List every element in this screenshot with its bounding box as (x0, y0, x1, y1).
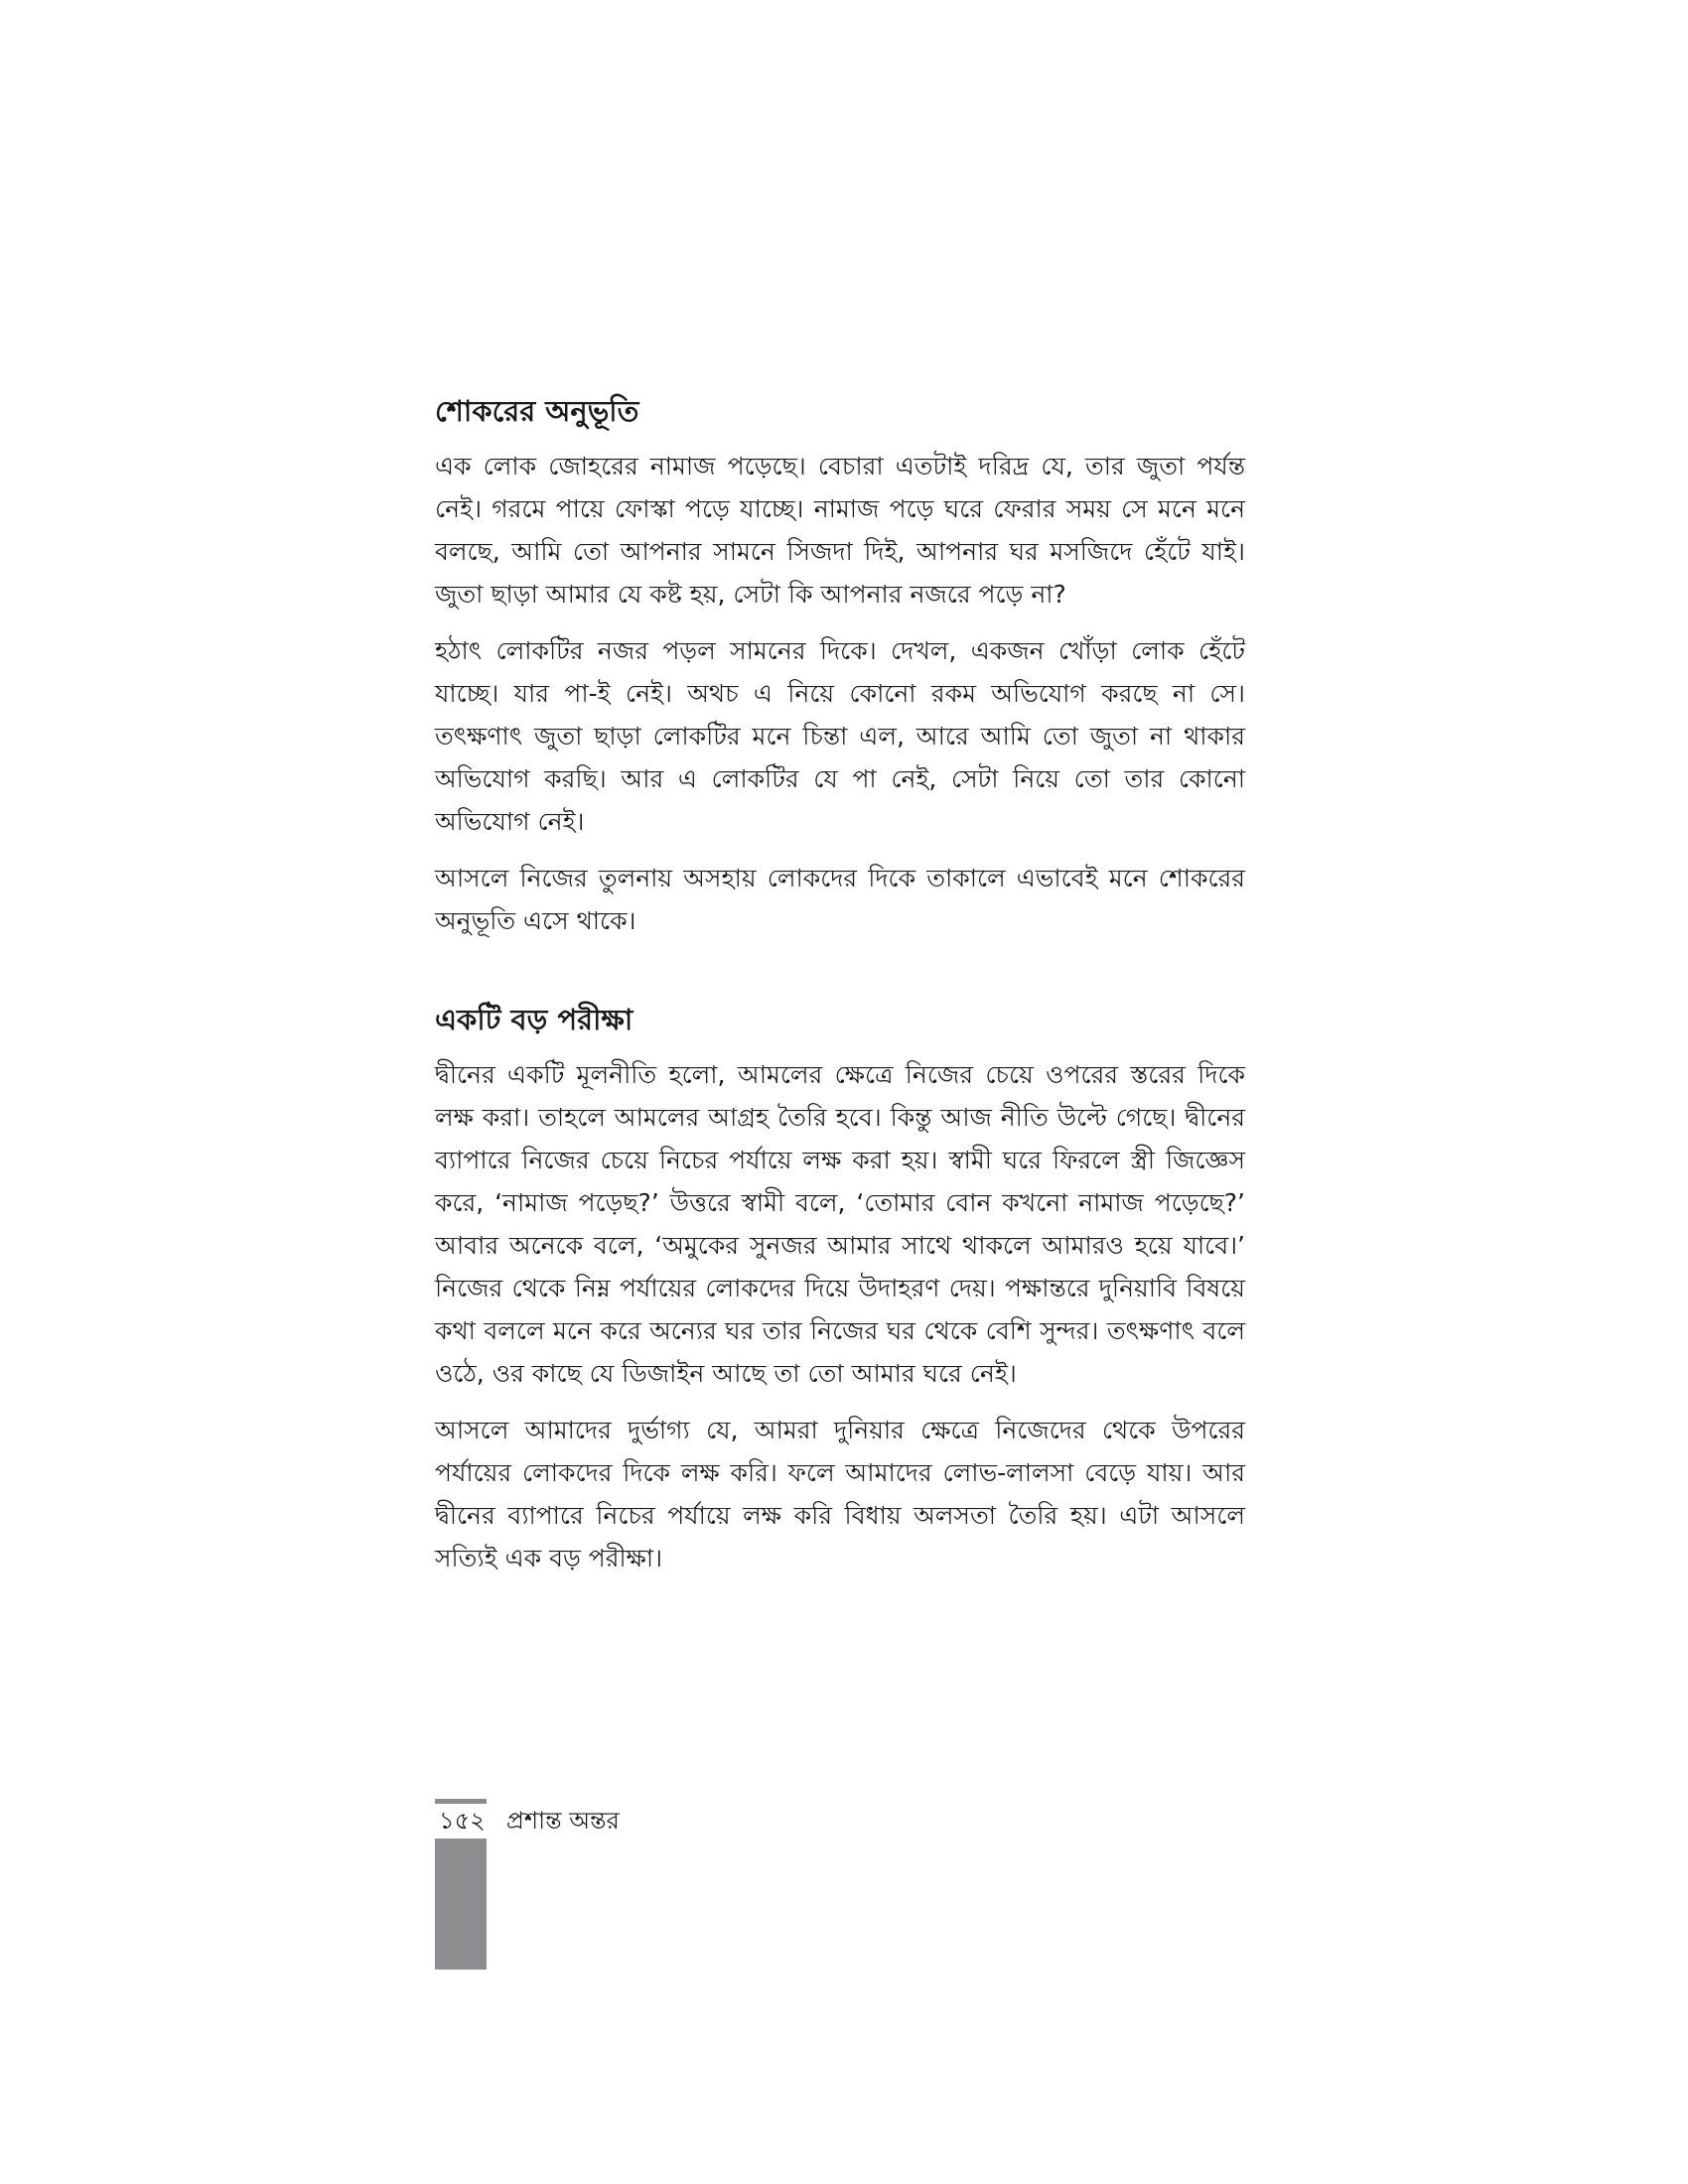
page-number: ১৫২ (439, 1807, 486, 1835)
section-ekti-boro-porikkha (435, 998, 1245, 1579)
margin-tab-bar (435, 1839, 487, 1970)
paragraph: হঠাৎ লোকটির নজর পড়ল সামনের দিকে। দেখল, একজন খোঁড়া লোক হেঁটে যাচ্ছে। যার পা-ই নেই। অথচ এ নিয়ে কোনো রকম অভিযোগ করছে না সে। তৎক্ষণাৎ জুতা ছাড়া লোকটির মনে চিন্তা এল, আরে আমি তো জুতা না থাকার অভিযোগ করছি। আর এ লোকটির যে পা নেই, সেটা নিয়ে তো তার কোনো অভিযোগ নেই। (435, 636, 1245, 836)
page-footer (435, 1799, 832, 1839)
paragraph: দ্বীনের একটি মূলনীতি হলো, আমলের ক্ষেত্রে নিজের চেয়ে ওপরের স্তরের দিকে লক্ষ করা। তাহলে আমলের আগ্রহ তৈরি হবে। কিন্তু আজ নীতি উল্টে গেছে। দ্বীনের ব্যাপারে নিজের চেয়ে নিচের পর্যায়ে লক্ষ করা হয়। স্বামী ঘরে ফিরলে স্ত্রী জিজ্ঞেস করে, ‘নামাজ পড়েছ?’ উত্তরে স্বামী বলে, ‘তোমার বোন কখনো নামাজ পড়েছে?’ আবার অনেকে বলে, ‘অমুকের সুনজর আমার সাথে থাকলে আমারও হয়ে যাবে।’ নিজের থেকে নিম্ন পর্যায়ের লোকদের দিয়ে উদাহরণ দেয়। পক্ষান্তরে দুনিয়াবি বিষয়ে কথা বললে মনে করে অন্যের ঘর তার নিজের ঘর থেকে বেশি সুন্দর। তৎক্ষণাৎ বলে ওঠে, ওর কাছে যে ডিজাইন আছে তা তো আমার ঘরে নেই। (435, 1060, 1245, 1388)
section-heading: শোকরের অনুভূতি (435, 394, 639, 428)
paragraph: এক লোক জোহরের নামাজ পড়েছে। বেচারা এতটাই দরিদ্র যে, তার জুতা পর্যন্ত নেই। গরমে পায়ে ফোস্কা পড়ে যাচ্ছে। নামাজ পড়ে ঘরে ফেরার সময় সে মনে মনে বলছে, আমি তো আপনার সামনে সিজদা দিই, আপনার ঘর মসজিদে হেঁটে যাই। জুতা ছাড়া আমার যে কষ্ট হয়, সেটা কি আপনার নজরে পড়ে না? (435, 452, 1245, 609)
section-shokorer-anubhuti (435, 389, 1245, 942)
running-title: প্রশান্ত অন্তর (506, 1807, 620, 1835)
section-heading: একটি বড় পরীক্ষা (435, 1003, 633, 1036)
footer-rule (435, 1799, 487, 1804)
paragraph: আসলে নিজের তুলনায় অসহায় লোকদের দিকে তাকালে এভাবেই মনে শোকরের অনুভূতি এসে থাকে। (435, 864, 1245, 935)
paragraph: আসলে আমাদের দুর্ভাগ্য যে, আমরা দুনিয়ার ক্ষেত্রে নিজেদের থেকে উপরের পর্যায়ের লোকদের দিকে লক্ষ করি। ফলে আমাদের লোভ-লালসা বেড়ে যায়। আর দ্বীনের ব্যাপারে নিচের পর্যায়ে লক্ষ করি বিধায় অলসতা তৈরি হয়। এটা আসলে সত্যিই এক বড় পরীক্ষা। (435, 1416, 1245, 1572)
page-content (435, 389, 1245, 1635)
